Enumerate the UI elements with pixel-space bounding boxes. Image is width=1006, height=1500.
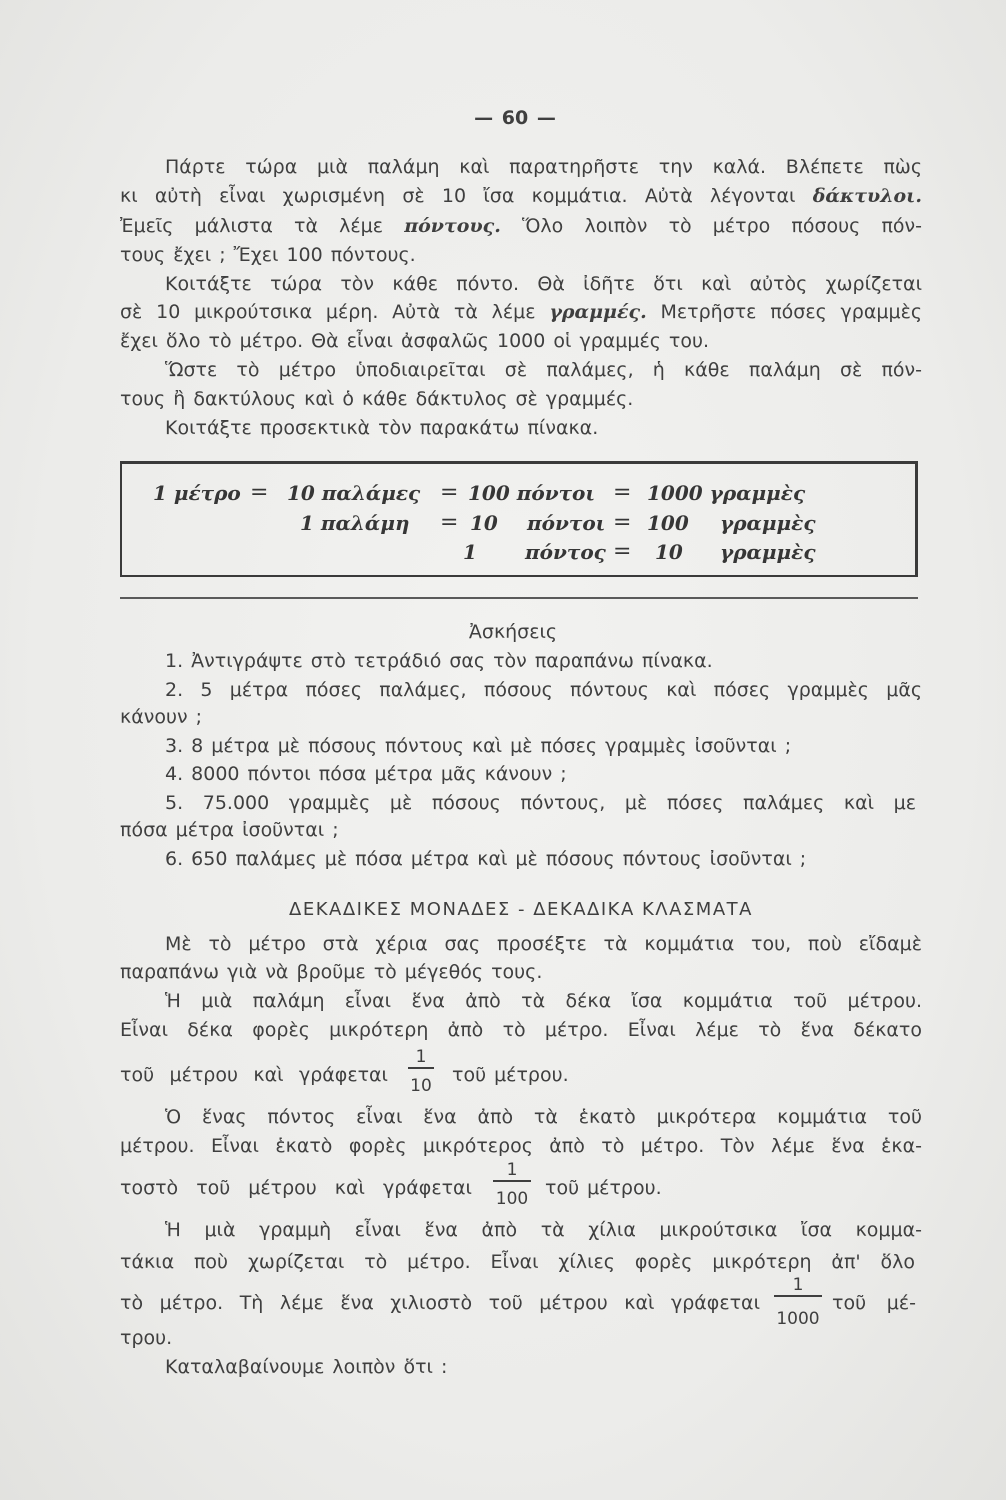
- fraction-one-hundredth: [493, 1160, 531, 1212]
- paragraph-line: Κοιτάξτε τώρα τὸν κάθε πόντο. Θὰ ἰδῆτε ὅτι καὶ αὐτὸς χωρίζεται: [165, 273, 922, 295]
- paragraph-line: ἔχει ὅλο τὸ μέτρο. Θὰ εἶναι ἀσφαλῶς 1000 οἱ γραμμές του.: [120, 330, 710, 352]
- paragraph-line: Μὲ τὸ μέτρο στὰ χέρια σας προσέξτε τὰ κομμάτια του, ποὺ εἴδαμὲ: [165, 933, 922, 955]
- paragraph-line: Ἡ μιὰ παλάμη εἶναι ἕνα ἀπὸ τὰ δέκα ἴσα κομμάτια τοῦ μέτρου.: [165, 990, 922, 1012]
- paragraph-line: μέτρου. Εἶναι ἑκατὸ φορὲς μικρότερος ἀπὸ τὸ μέτρο. Τὸν λέμε ἕνα ἑκα-: [120, 1135, 922, 1157]
- line-text: Ἐμεῖς μάλιστα τὰ λέμε: [120, 215, 384, 237]
- fraction-denominator: 10: [410, 1076, 432, 1096]
- fraction-one-thousandth: [774, 1275, 822, 1327]
- table-cell: 1 παλάμη: [300, 511, 410, 535]
- paragraph-line: Εἶναι δέκα φορὲς μικρότερη ἀπὸ τὸ μέτρο. Εἶναι λέμε τὸ ἕνα δέκατο: [120, 1019, 922, 1041]
- paragraph-line: Κοιτάξτε προσεκτικὰ τὸν παρακάτω πίνακα.: [165, 417, 599, 439]
- exercise-item-continued: πόσα μέτρα ἰσοῦνται ;: [120, 819, 339, 841]
- table-cell: 1: [463, 540, 477, 564]
- fraction-numerator: 1: [506, 1160, 518, 1180]
- table-cell: γραμμὲς: [720, 540, 816, 564]
- table-cell: γραμμὲς: [720, 511, 816, 535]
- paragraph-line: τρου.: [120, 1327, 173, 1349]
- page-number: — 60 —: [474, 107, 556, 129]
- paragraph-line: τους ἢ δακτύλους καὶ ὁ κάθε δάκτυλος σὲ γραμμές.: [120, 388, 634, 410]
- paragraph-line: τοῦ μέτρου.: [545, 1177, 662, 1199]
- table-cell: πόντοι: [527, 511, 606, 535]
- paragraph-line: [120, 213, 922, 239]
- paragraph-line: τοῦ μέτρου καὶ γράφεται: [120, 1064, 388, 1086]
- fraction-bar: [408, 1067, 434, 1069]
- paragraph-line: [120, 183, 922, 209]
- table-cell: 1000 γραμμὲς: [647, 481, 806, 505]
- line-text: Ὅλο λοιπὸν τὸ μέτρο πόσους πόν-: [521, 215, 922, 237]
- exercise-item: 1. Ἀντιγράψτε στὸ τετράδιό σας τὸν παραπάνω πίνακα.: [165, 650, 713, 672]
- term-daktyloi: δάκτυλοι.: [812, 185, 922, 207]
- exercise-item-continued: κάνουν ;: [120, 706, 203, 728]
- paragraph-line: τους ἔχει ; Ἔχει 100 πόντους.: [120, 244, 416, 266]
- paragraph-line: τοστὸ τοῦ μέτρου καὶ γράφεται: [120, 1177, 472, 1199]
- table-cell: πόντος: [525, 540, 606, 564]
- table-underline: [120, 597, 918, 599]
- exercise-item: 5. 75.000 γραμμὲς μὲ πόσους πόντους, μὲ πόσες παλάμες καὶ με: [165, 792, 916, 814]
- equals-sign: =: [440, 480, 459, 505]
- exercise-item: 6. 650 παλάμες μὲ πόσα μέτρα καὶ μὲ πόσους πόντους ἰσοῦνται ;: [165, 848, 807, 870]
- paragraph-line: τὸ μέτρο. Τὴ λέμε ἕνα χιλιοστὸ τοῦ μέτρου καὶ γράφεται: [120, 1292, 760, 1314]
- table-cell: 10: [470, 511, 498, 535]
- table-cell: 100: [647, 511, 689, 535]
- paragraph-line: Καταλαβαίνουμε λοιπὸν ὅτι :: [165, 1356, 448, 1378]
- fraction-numerator: 1: [415, 1047, 427, 1067]
- paragraph-line: Ἡ μιὰ γραμμὴ εἶναι ἕνα ἀπὸ τὰ χίλια μικρούτσικα ἴσα κομμα-: [165, 1219, 922, 1241]
- line-text: Μετρῆστε πόσες γραμμὲς: [660, 301, 922, 323]
- exercises-heading: Ἀσκήσεις: [468, 621, 558, 643]
- equals-sign: =: [613, 480, 632, 505]
- exercise-item: 2. 5 μέτρα πόσες παλάμες, πόσους πόντους καὶ πόσες γραμμὲς μᾶς: [165, 679, 922, 701]
- paragraph-line: Πάρτε τώρα μιὰ παλάμη καὶ παρατηρῆστε την καλά. Βλέπετε πὼς: [165, 156, 922, 178]
- line-text: σὲ 10 μικρούτσικα μέρη. Αὐτὰ τὰ λέμε: [120, 301, 536, 323]
- fraction-bar: [493, 1180, 531, 1182]
- fraction-one-tenth: [408, 1047, 434, 1099]
- exercise-item: 3. 8 μέτρα μὲ πόσους πόντους καὶ μὲ πόσες γραμμὲς ἰσοῦνται ;: [165, 735, 792, 757]
- paragraph-line: τοῦ μέτρου.: [452, 1064, 569, 1086]
- fraction-bar: [774, 1295, 822, 1297]
- equals-sign: =: [613, 539, 632, 564]
- fraction-denominator: 100: [495, 1189, 529, 1209]
- line-text: κι αὐτὴ εἶναι χωρισμένη σὲ 10 ἴσα κομμάτια. Αὐτὰ λέγονται: [120, 185, 796, 207]
- equals-sign: =: [250, 480, 269, 505]
- exercise-item: 4. 8000 πόντοι πόσα μέτρα μᾶς κάνουν ;: [165, 763, 567, 785]
- paragraph-line: τοῦ μέ-: [832, 1292, 916, 1314]
- term-pontous: πόντους.: [404, 215, 501, 237]
- paragraph-line: [120, 299, 922, 325]
- table-cell: 1 μέτρο: [153, 481, 241, 505]
- equals-sign: =: [440, 510, 459, 535]
- table-cell: 100 πόντοι: [468, 481, 596, 505]
- fraction-denominator: 1000: [776, 1309, 820, 1329]
- paragraph-line: τάκια ποὺ χωρίζεται τὸ μέτρο. Εἶναι χίλιες φορὲς μικρότερη ἀπ' ὅλο: [120, 1251, 915, 1273]
- paragraph-line: Ὥστε τὸ μέτρο ὑποδιαιρεῖται σὲ παλάμες, ἡ κάθε παλάμη σὲ πόν-: [165, 359, 922, 381]
- paragraph-line: παραπάνω γιὰ νὰ βροῦμε τὸ μέγεθός τους.: [120, 961, 543, 983]
- equals-sign: =: [613, 510, 632, 535]
- table-cell: 10 παλάμες: [287, 481, 421, 505]
- term-grammes: γραμμές.: [549, 301, 647, 323]
- fraction-numerator: 1: [792, 1275, 804, 1295]
- table-cell: 10: [655, 540, 683, 564]
- section-heading: ΔΕΚΑΔΙΚΕΣ ΜΟΝΑΔΕΣ - ΔΕΚΑΔΙΚΑ ΚΛΑΣΜΑΤΑ: [289, 899, 753, 920]
- paragraph-line: Ὁ ἕνας πόντος εἶναι ἕνα ἀπὸ τὰ ἑκατὸ μικρότερα κομμάτια τοῦ: [165, 1106, 922, 1128]
